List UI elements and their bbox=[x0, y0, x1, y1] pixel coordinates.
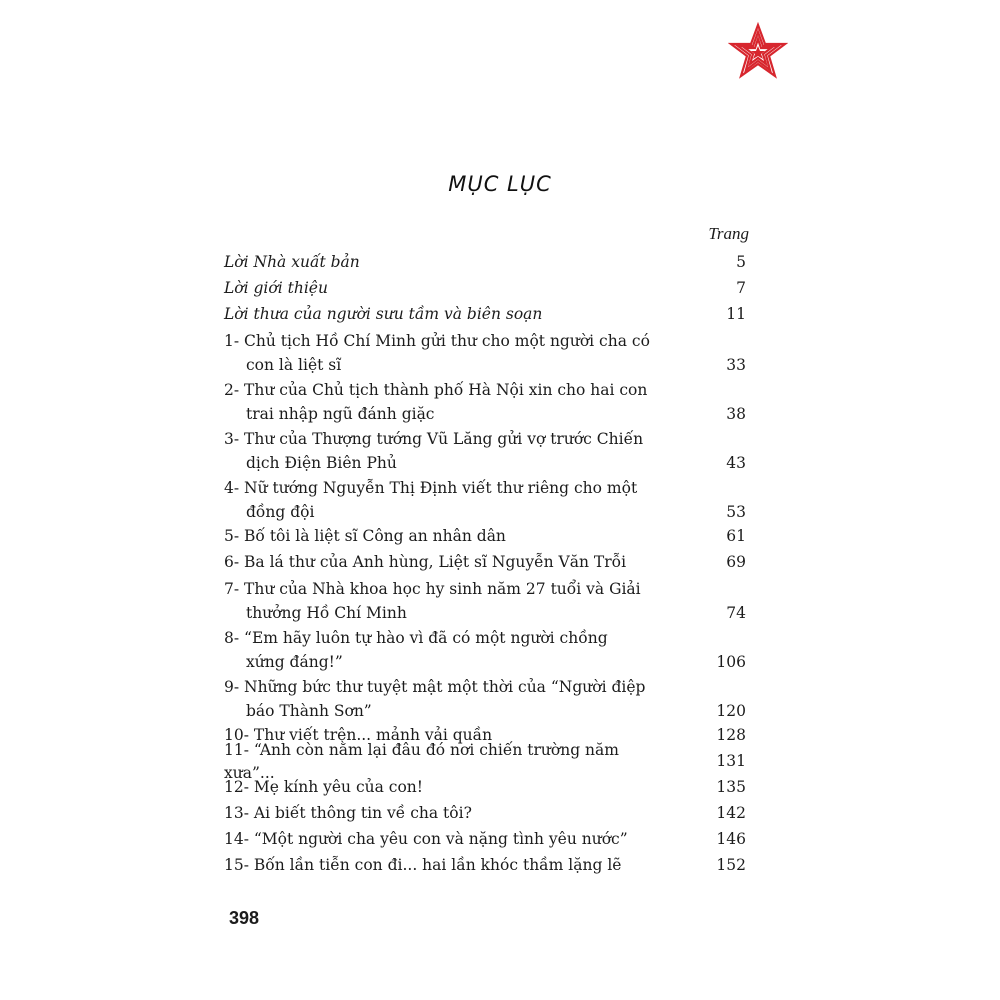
toc-entry-title: 14- “Một người cha yêu con và nặng tình yêu nước” bbox=[224, 830, 628, 849]
toc-entry-title: 5- Bố tôi là liệt sĩ Công an nhân dân bbox=[224, 527, 506, 546]
toc-entry-title bbox=[224, 330, 674, 377]
toc-entry-line: 3- Thư của Thượng tướng Vũ Lăng gửi vợ trước Chiến bbox=[224, 430, 644, 448]
toc-entry-title bbox=[224, 477, 674, 524]
toc-entry-page: 135 bbox=[716, 778, 746, 797]
toc-entry-page: 38 bbox=[726, 404, 746, 423]
toc-entry-title: Lời thưa của người sưu tầm và biên soạn bbox=[224, 305, 543, 324]
toc-entry-line: 2- Thư của Chủ tịch thành phố Hà Nội xin cho hai con bbox=[224, 381, 648, 399]
toc-entry-title: 10- Thư viết trên... mảnh vải quần bbox=[224, 726, 493, 745]
toc-entry-line: 8- “Em hãy luôn tự hào vì đã có một người chồng bbox=[224, 629, 608, 647]
toc-entry[interactable] bbox=[224, 276, 749, 302]
toc-entry-line: trai nhập ngũ đánh giặc bbox=[246, 404, 435, 423]
page-number: 398 bbox=[229, 908, 260, 928]
toc-entry[interactable] bbox=[224, 475, 749, 524]
toc-entry[interactable] bbox=[224, 524, 749, 550]
toc-entry-title: Lời Nhà xuất bản bbox=[224, 253, 360, 272]
toc-entry-title: 12- Mẹ kính yêu của con! bbox=[224, 778, 423, 797]
toc-entry[interactable] bbox=[224, 302, 749, 328]
toc-entry-title: Lời giới thiệu bbox=[224, 279, 328, 298]
toc-entry[interactable] bbox=[224, 740, 749, 782]
toc-entry-line: con là liệt sĩ bbox=[246, 355, 342, 374]
toc-entry-line: 9- Những bức thư tuyệt mật một thời của “Người điệp bbox=[224, 678, 646, 696]
toc-entry-page: 142 bbox=[716, 804, 746, 823]
toc-entry[interactable] bbox=[224, 827, 749, 853]
toc-entry-page: 146 bbox=[716, 830, 746, 849]
toc-entry-page: 53 bbox=[726, 502, 746, 521]
toc-entry[interactable] bbox=[224, 328, 749, 377]
toc-entry-line: thưởng Hồ Chí Minh bbox=[246, 603, 407, 622]
toc-entry-title bbox=[224, 676, 674, 723]
page-column-header: Trang bbox=[708, 224, 749, 243]
toc-entry-title bbox=[224, 428, 674, 475]
toc-entry-page: 7 bbox=[736, 279, 746, 298]
toc-entry-page: 152 bbox=[716, 856, 746, 875]
toc-entry-line: đồng đội bbox=[246, 502, 315, 521]
toc-entry-page: 69 bbox=[726, 553, 746, 572]
toc-entry-page: 43 bbox=[726, 453, 746, 472]
toc-entry-line: báo Thành Sơn” bbox=[246, 701, 372, 720]
toc-entry-page: 33 bbox=[726, 355, 746, 374]
toc-entry[interactable] bbox=[224, 801, 749, 827]
toc-entry[interactable] bbox=[224, 377, 749, 426]
toc-entry-title: 11- “Anh còn nằm lại đâu đó nơi chiến trường năm xưa”... bbox=[224, 740, 619, 782]
toc-entry-page: 61 bbox=[726, 527, 746, 546]
toc-entry[interactable] bbox=[224, 550, 749, 576]
toc-entry-title: 6- Ba lá thư của Anh hùng, Liệt sĩ Nguyễn Văn Trỗi bbox=[224, 553, 627, 572]
toc-entry-line: 1- Chủ tịch Hồ Chí Minh gửi thư cho một người cha có bbox=[224, 332, 650, 350]
toc-entry-page: 128 bbox=[716, 726, 746, 745]
page-title: MỤC LỤC bbox=[448, 172, 552, 196]
toc-entry-title bbox=[224, 627, 674, 674]
toc-entry-page: 106 bbox=[716, 652, 746, 671]
publisher-star-logo-icon bbox=[728, 22, 788, 82]
toc-entry-page: 131 bbox=[716, 752, 746, 771]
toc-entry[interactable] bbox=[224, 674, 749, 723]
toc-entry-title: 15- Bốn lần tiễn con đi... hai lần khóc thầm lặng lẽ bbox=[224, 856, 622, 875]
toc-entry[interactable] bbox=[224, 853, 749, 879]
toc-entry-page: 11 bbox=[726, 305, 746, 324]
toc-entry-page: 74 bbox=[726, 603, 746, 622]
toc-entry-page: 120 bbox=[716, 701, 746, 720]
toc-entry[interactable] bbox=[224, 250, 749, 276]
toc-entry-title: 13- Ai biết thông tin về cha tôi? bbox=[224, 804, 472, 823]
toc-entry-line: dịch Điện Biên Phủ bbox=[246, 453, 397, 472]
toc-entry[interactable] bbox=[224, 625, 749, 674]
toc-entry-line: 4- Nữ tướng Nguyễn Thị Định viết thư riêng cho một bbox=[224, 479, 638, 497]
toc-entry[interactable] bbox=[224, 426, 749, 475]
toc-entry-title bbox=[224, 379, 674, 426]
toc-entry[interactable] bbox=[224, 576, 749, 625]
toc-entry-line: 7- Thư của Nhà khoa học hy sinh năm 27 tuổi và Giải bbox=[224, 580, 641, 598]
toc-entry-page: 5 bbox=[736, 253, 746, 272]
toc-entry-title bbox=[224, 578, 674, 625]
table-of-contents bbox=[224, 250, 749, 879]
toc-entry[interactable] bbox=[224, 775, 749, 801]
toc-entry-line: xứng đáng!” bbox=[246, 652, 343, 671]
